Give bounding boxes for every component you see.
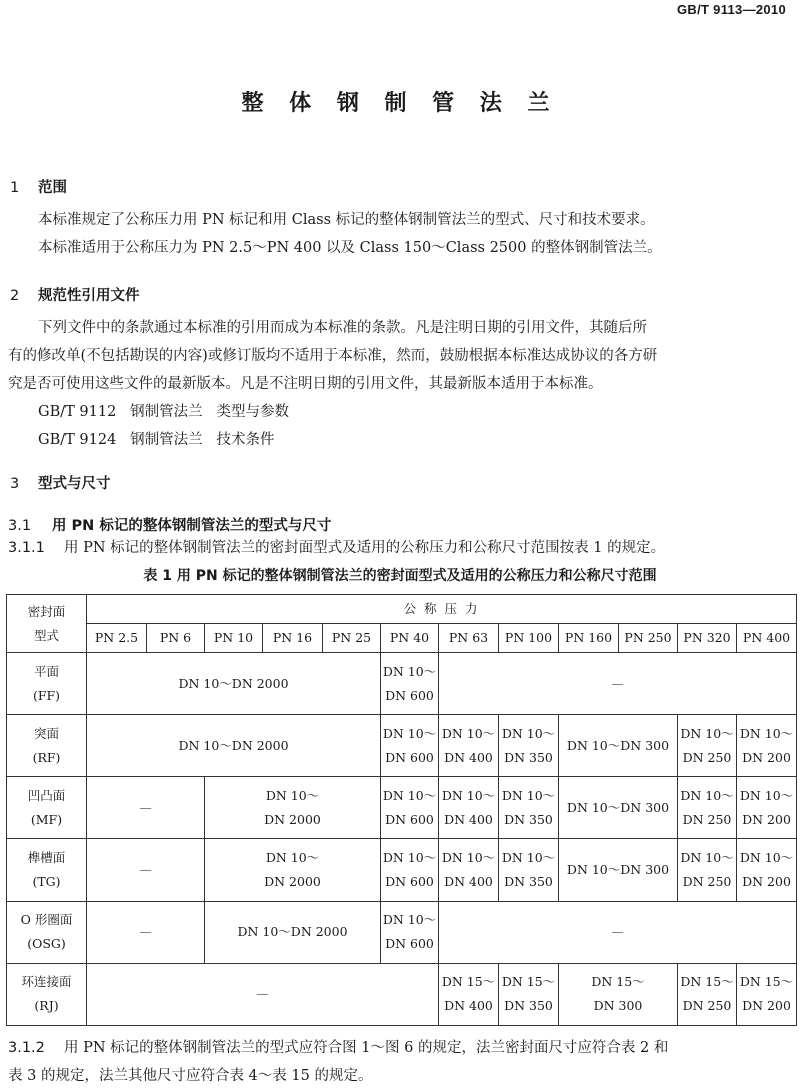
not-applicable-cell: —	[87, 901, 205, 963]
section-number: 3	[10, 476, 20, 492]
table-row	[7, 715, 797, 777]
reference-item: GB/T 9124 钢制管法兰 技术条件	[38, 432, 275, 448]
dn-from: DN 15～	[591, 974, 645, 990]
dn-from: DN 10～	[265, 787, 320, 803]
clause-text-continued: 表 3 的规定，法兰其他尺寸应符合表 4～表 15 的规定。	[8, 1068, 373, 1084]
section-title: 型式与尺寸	[38, 476, 111, 492]
dn-to: DN 600	[385, 811, 434, 827]
dn-range-cell	[678, 839, 737, 901]
dn-range-cell: DN 10～DN 2000	[205, 901, 381, 963]
dn-from: DN 10～	[441, 850, 496, 866]
dn-range-cell: DN 10～DN 2000	[87, 715, 381, 777]
dn-range-cell	[559, 963, 678, 1025]
face-code: (RF)	[32, 749, 61, 765]
face-name: 环连接面	[21, 974, 72, 990]
dn-to: DN 200	[742, 874, 791, 890]
not-applicable-cell: —	[87, 839, 205, 901]
face-type-cell	[7, 715, 87, 777]
face-type-cell	[7, 901, 87, 963]
table-row	[7, 653, 797, 715]
dn-to: DN 350	[504, 811, 553, 827]
dn-from: DN 10～	[680, 787, 734, 803]
section-1-heading	[10, 176, 67, 197]
dn-to: DN 350	[504, 874, 553, 890]
face-name: 凹凸面	[27, 787, 66, 803]
dn-to: DN 400	[444, 874, 493, 890]
face-name: 平面	[33, 663, 59, 679]
dn-range-cell	[678, 715, 737, 777]
dn-to: DN 400	[444, 749, 493, 765]
face-code: (OSG)	[27, 936, 66, 952]
dn-to: DN 600	[385, 874, 434, 890]
table-row	[7, 901, 797, 963]
paragraph-line: 下列文件中的条款通过本标准的引用而成为本标准的条款。凡是注明日期的引用文件，其随后所	[38, 320, 647, 336]
face-code: (TG)	[32, 874, 61, 890]
dn-range-cell	[737, 777, 797, 839]
dn-range-cell: DN 10～DN 300	[559, 839, 678, 901]
pn-header: PN 63	[439, 624, 499, 653]
face-type-cell	[7, 777, 87, 839]
paragraph-line: 本标准规定了公称压力用 PN 标记和用 Class 标记的整体钢制管法兰的型式、尺寸和技术要求。	[38, 212, 655, 228]
pn-header: PN 250	[619, 624, 678, 653]
header-face-type	[7, 595, 87, 653]
face-name: 突面	[33, 725, 59, 741]
pn-header: PN 400	[737, 624, 797, 653]
face-type-cell	[7, 839, 87, 901]
dn-range-cell	[737, 839, 797, 901]
dn-from: DN 10～	[382, 663, 437, 679]
dn-range-cell: DN 10～DN 300	[559, 715, 678, 777]
pn-header: PN 2.5	[87, 624, 147, 653]
dn-range-cell	[499, 715, 559, 777]
dn-to: DN 200	[742, 749, 791, 765]
dn-range-cell	[499, 777, 559, 839]
section-title: 用 PN 标记的整体钢制管法兰的型式与尺寸	[52, 518, 332, 534]
dn-to: DN 250	[682, 749, 732, 765]
dn-from: DN 10～	[680, 725, 734, 741]
dn-range-cell	[381, 901, 439, 963]
dn-to: DN 200	[742, 811, 791, 827]
not-applicable-cell: —	[87, 963, 439, 1025]
face-name: 榫槽面	[27, 850, 66, 866]
dn-range-cell	[381, 653, 439, 715]
clause-text: 用 PN 标记的整体钢制管法兰的型式应符合图 1～图 6 的规定，法兰密封面尺寸应符合表 2 和	[64, 1040, 669, 1056]
dn-from: DN 10～	[501, 787, 556, 803]
dn-range-cell: DN 10～DN 2000	[87, 653, 381, 715]
dn-range-cell	[499, 963, 559, 1025]
dn-to: DN 600	[385, 936, 434, 952]
dn-from: DN 15～	[739, 974, 794, 990]
table-1	[6, 594, 797, 1026]
table-row	[7, 839, 797, 901]
pn-header: PN 160	[559, 624, 619, 653]
dn-range-cell	[737, 715, 797, 777]
section-2-body	[8, 314, 793, 454]
dn-from: DN 10～	[441, 725, 496, 741]
not-applicable-cell: —	[439, 653, 797, 715]
dn-to: DN 250	[682, 874, 732, 890]
pn-header: PN 320	[678, 624, 737, 653]
table-row	[7, 963, 797, 1025]
dn-range-cell	[439, 839, 499, 901]
clause-3-1-1	[8, 534, 793, 562]
dn-from: DN 15～	[441, 974, 496, 990]
dn-to: DN 400	[444, 998, 493, 1014]
dn-to: DN 200	[742, 998, 791, 1014]
pn-header: PN 16	[263, 624, 323, 653]
dn-from: DN 10～	[382, 912, 437, 928]
face-code: (FF)	[32, 687, 61, 703]
dn-from: DN 10～	[680, 850, 734, 866]
face-type-cell	[7, 963, 87, 1025]
header-text: 型式	[33, 627, 59, 643]
dn-from: DN 10～	[501, 850, 556, 866]
table-row	[7, 777, 797, 839]
header-nominal-pressure: 公 称 压 力	[87, 595, 797, 624]
paragraph-line: 究是否可使用这些文件的最新版本。凡是不注明日期的引用文件，其最新版本适用于本标准。	[8, 376, 603, 392]
document-title: 整 体 钢 制 管 法 兰	[241, 91, 559, 116]
dn-to: DN 2000	[264, 811, 321, 827]
dn-to: DN 600	[385, 687, 434, 703]
pn-header: PN 6	[147, 624, 205, 653]
section-3-heading	[10, 472, 111, 493]
clause-text: 用 PN 标记的整体钢制管法兰的密封面型式及适用的公称压力和公称尺寸范围按表 1 的规定。	[64, 540, 666, 556]
dn-from: DN 10～	[382, 725, 437, 741]
paragraph-line: 有的修改单(不包括勘误的内容)或修订版均不适用于本标准，然而，鼓励根据本标准达成协议的各方研	[8, 348, 658, 364]
dn-range-cell	[205, 777, 381, 839]
dn-from: DN 10～	[382, 787, 437, 803]
dn-to: DN 350	[504, 749, 553, 765]
pn-header: PN 40	[381, 624, 439, 653]
face-code: (RJ)	[34, 998, 59, 1014]
face-name: O 形圈面	[20, 912, 73, 928]
clause-number: 3.1.2	[8, 1040, 45, 1056]
section-number: 2	[10, 288, 20, 304]
section-title: 规范性引用文件	[38, 288, 140, 304]
dn-range-cell	[205, 839, 381, 901]
dn-range-cell	[439, 963, 499, 1025]
dn-range-cell	[499, 839, 559, 901]
dn-from: DN 15～	[501, 974, 556, 990]
section-3-1-heading	[8, 514, 331, 535]
dn-to: DN 300	[593, 998, 643, 1014]
dn-to: DN 600	[385, 749, 434, 765]
standard-number: GB/T 9113—2010	[677, 2, 786, 17]
dn-to: DN 250	[682, 998, 732, 1014]
dn-from: DN 10～	[739, 725, 794, 741]
section-number: 1	[10, 180, 20, 196]
dn-to: DN 400	[444, 811, 493, 827]
section-title: 范围	[38, 180, 67, 196]
face-type-cell	[7, 653, 87, 715]
clause-3-1-2	[8, 1034, 793, 1090]
dn-from: DN 10～	[501, 725, 556, 741]
section-1-body	[38, 206, 793, 262]
dn-from: DN 10～	[265, 850, 320, 866]
dn-range-cell	[381, 777, 439, 839]
pn-header: PN 10	[205, 624, 263, 653]
dn-to: DN 350	[504, 998, 553, 1014]
pn-header: PN 25	[323, 624, 381, 653]
header-text: 密封面	[27, 603, 66, 619]
not-applicable-cell: —	[439, 901, 797, 963]
dn-range-cell	[737, 963, 797, 1025]
dn-from: DN 10～	[441, 787, 496, 803]
dn-range-cell: DN 10～DN 300	[559, 777, 678, 839]
dn-range-cell	[381, 839, 439, 901]
face-code: (MF)	[30, 811, 63, 827]
dn-from: DN 10～	[382, 850, 437, 866]
dn-from: DN 10～	[739, 850, 794, 866]
section-2-heading	[10, 284, 140, 305]
dn-to: DN 2000	[264, 874, 321, 890]
not-applicable-cell: —	[87, 777, 205, 839]
dn-range-cell	[678, 777, 737, 839]
dn-from: DN 10～	[739, 787, 794, 803]
dn-range-cell	[381, 715, 439, 777]
clause-number: 3.1.1	[8, 540, 45, 556]
dn-range-cell	[678, 963, 737, 1025]
pn-header: PN 100	[499, 624, 559, 653]
section-number: 3.1	[8, 518, 32, 534]
paragraph-line: 本标准适用于公称压力为 PN 2.5～PN 400 以及 Class 150～Class 2500 的整体钢制管法兰。	[38, 240, 662, 256]
dn-to: DN 250	[682, 811, 732, 827]
dn-range-cell	[439, 715, 499, 777]
dn-range-cell	[439, 777, 499, 839]
dn-from: DN 15～	[680, 974, 734, 990]
table-1-caption: 表 1 用 PN 标记的整体钢制管法兰的密封面型式及适用的公称压力和公称尺寸范围	[143, 568, 657, 584]
reference-item: GB/T 9112 钢制管法兰 类型与参数	[38, 404, 289, 420]
